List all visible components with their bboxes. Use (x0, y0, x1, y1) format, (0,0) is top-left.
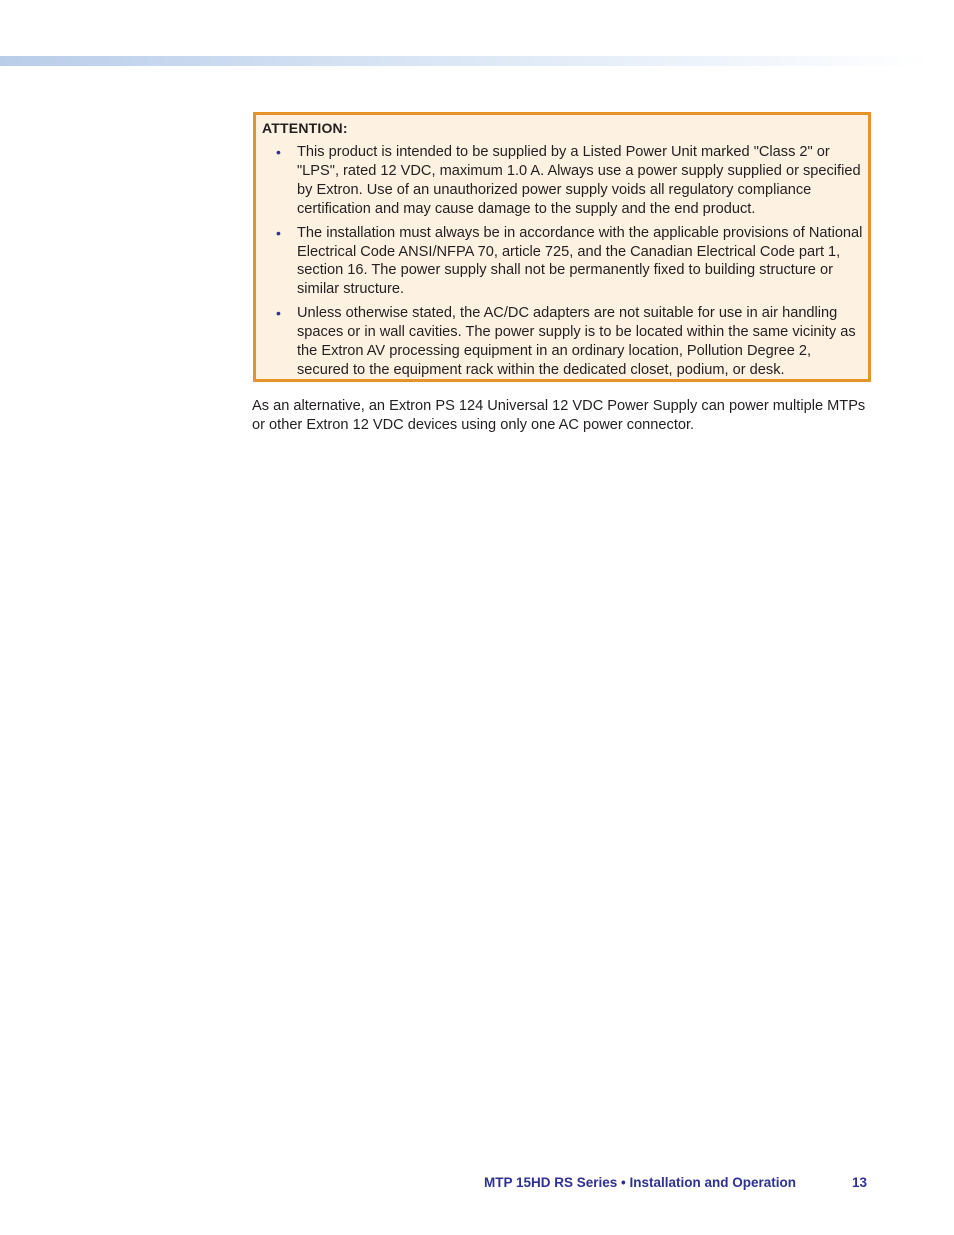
header-gradient-bar (0, 56, 930, 66)
footer-title: MTP 15HD RS Series • Installation and Operation (484, 1175, 797, 1190)
attention-item (256, 304, 868, 380)
body-paragraph: As an alternative, an Extron PS 124 Universal 12 VDC Power Supply can power multiple MTPs or other Extron 12 VDC devices using only one AC power connector. (252, 398, 866, 433)
attention-list (256, 143, 868, 385)
attention-item-text: The installation must always be in accordance with the applicable provisions of National Electrical Code ANSI/NFPA 70, article 725, and the Canadian Electrical Code part 1, section 16. The power supply shall not be permanently fixed to building structure or similar structure. (297, 224, 863, 298)
attention-item-text: This product is intended to be supplied by a Listed Power Unit marked "Class 2" or "LPS", rated 12 VDC, maximum 1.0 A. Always use a power supply supplied or specified by Extron. Use of an unauthorized power supply voids all regulatory compliance certification and may cause damage to the supply and the end product. (297, 144, 861, 217)
bullet-icon: • (276, 305, 281, 322)
attention-item-text: Unless otherwise stated, the AC/DC adapters are not suitable for use in air handling spaces or in wall cavities. The power supply is to be located within the same vicinity as the Extron AV processing equipment in an ordinary location, Pollution Degree 2, secured to the equipment rack within the dedicated closet, podium, or desk. (297, 305, 856, 378)
attention-box (253, 112, 871, 382)
attention-item (256, 224, 868, 300)
attention-title: ATTENTION: (262, 120, 348, 136)
bullet-icon: • (276, 144, 281, 160)
attention-item (256, 143, 868, 219)
bullet-icon: • (276, 224, 281, 241)
page-number: 13 (852, 1175, 868, 1190)
